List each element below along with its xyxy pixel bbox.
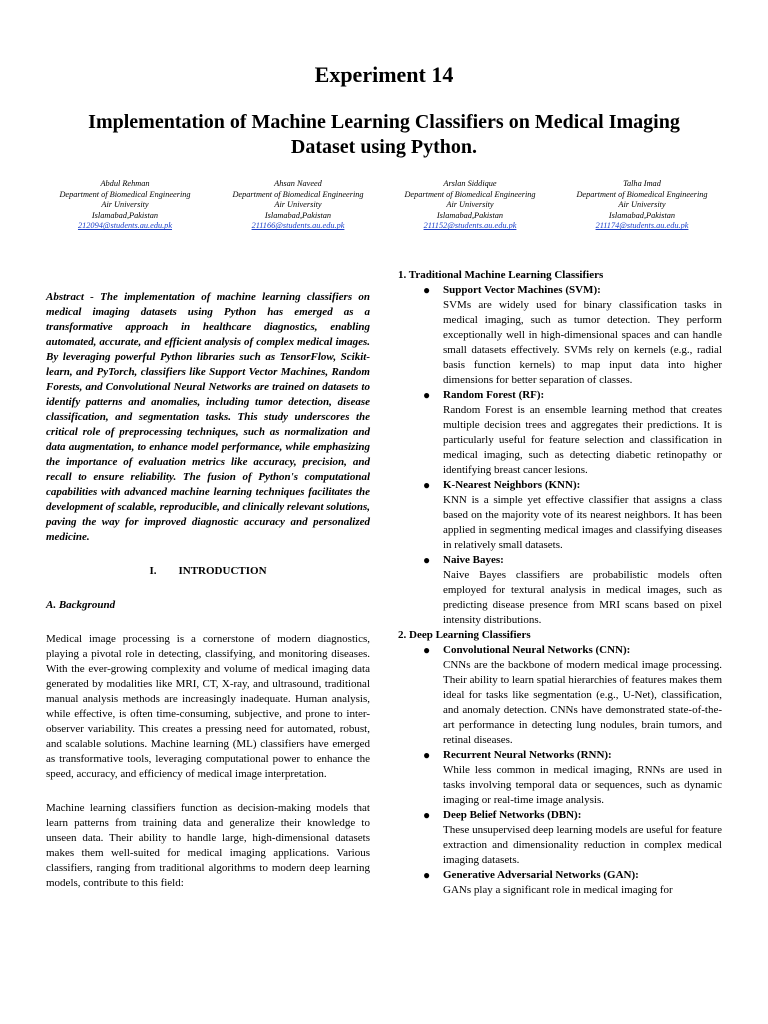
bullet-icon: ● <box>423 553 431 567</box>
item-name: K-Nearest Neighbors (KNN): <box>443 479 581 491</box>
list-item <box>398 748 722 808</box>
body-paragraph: Machine learning classifiers function as decision-making models that learn patterns from training data and generalize their knowledge to unseen data. Their ability to handle large, high-dimensional datasets makes them well-suited for medical imaging applications. Various classifiers, ranging from traditional algorithms to modern deep learning models, contribute to this field: <box>46 802 370 889</box>
subsection-heading: A. Background <box>46 599 116 611</box>
item-description: GANs play a significant role in medical imaging for <box>443 884 673 896</box>
author-block <box>40 179 210 232</box>
author-email-link[interactable]: 212094@students.au.edu.pk <box>77 221 173 231</box>
item-description: KNN is a simple yet effective classifier that assigns a class based on the majority vote of its nearest neighbors. It has been applied in segmenting medical images and classifying diseases in relatively small datasets. <box>443 494 722 551</box>
item-name: Generative Adversarial Networks (GAN): <box>443 869 639 881</box>
bullet-icon: ● <box>423 868 431 882</box>
author-email-link[interactable]: 211166@students.au.edu.pk <box>251 221 345 231</box>
item-name: Support Vector Machines (SVM): <box>443 284 601 296</box>
list-item <box>398 283 722 388</box>
bullet-icon: ● <box>423 388 431 402</box>
author-city: Islamabad,Pakistan <box>91 210 159 220</box>
author-name: Abdul Rehman <box>100 179 150 188</box>
author-block <box>213 179 383 232</box>
bullet-icon: ● <box>423 643 431 657</box>
abstract: Abstract - The implementation of machine learning classifiers on medical imaging datasets using Python has emerged as a transformative approach in healthcare diagnostics, enabling automated, accurate, and efficient analysis of complex medical images. By leveraging powerful Python libraries such as TensorFlow, Scikit-learn, and PyTorch, classifiers like Support Vector Machines, Random Forests, and Convolutional Neural Networks are trained on datasets to identify patterns and anomalies, including tumor detection, disease classification, and segmentation tasks. This study underscores the critical role of preprocessing techniques, such as normalization and data augmentation, to enhance model performance, while emphasizing the importance of evaluation metrics like accuracy, precision, and recall to ensure reliability. The fusion of Python's computational capabilities with advanced machine learning techniques facilitates the development of scalable, reproducible, and clinically relevant solutions, paving the way for improved diagnostic accuracy and personalized medicine. <box>46 291 370 543</box>
list-item <box>398 643 722 748</box>
author-block <box>557 179 727 232</box>
author-department: Department of Biomedical Engineering <box>404 189 536 199</box>
author-department: Department of Biomedical Engineering <box>232 189 364 199</box>
author-university: Air University <box>446 200 494 210</box>
section-title: INTRODUCTION <box>178 565 267 577</box>
section-heading <box>46 564 370 579</box>
traditional-classifier-list <box>398 283 722 628</box>
body-paragraph: Medical image processing is a cornerstone of modern diagnostics, playing a pivotal role in detecting, classifying, and monitoring diseases. With the ever-growing complexity and volume of medical imaging data generated by modalities like MRI, CT, X-ray, and ultrasound, traditional manual analysis methods are increasingly inadequate. Human analysis, while effective, is often time-consuming, subjective, and prone to inter-observer variability. This creates a pressing need for automated, robust, and scalable solutions. Machine learning (ML) classifiers have emerged as transformative tools, leveraging computational power to enhance the speed, accuracy, and efficiency of medical image interpretation. <box>46 633 370 780</box>
author-name: Ahsan Naveed <box>274 179 322 188</box>
author-city: Islamabad,Pakistan <box>436 210 504 220</box>
author-email-link[interactable]: 211152@students.au.edu.pk <box>423 221 517 231</box>
experiment-title: Experiment 14 <box>314 62 454 87</box>
author-university: Air University <box>618 200 666 210</box>
classifier-group-heading: 2. Deep Learning Classifiers <box>398 629 531 641</box>
bullet-icon: ● <box>423 478 431 492</box>
right-column <box>398 268 722 898</box>
item-description: Random Forest is an ensemble learning method that creates multiple decision trees and aggregates their predictions. It is particularly useful for feature selection and classification in medical imaging, such as detecting diabetic retinopathy or identifying breast cancer lesions. <box>443 404 722 476</box>
left-column <box>46 290 370 891</box>
section-number: I. <box>149 565 157 577</box>
item-description: CNNs are the backbone of modern medical image processing. Their ability to learn spatial hierarchies of features makes them ideal for tasks like segmentation (e.g., U-Net), classification, and anomaly detection. CNNs have demonstrated state-of-the-art performance in detecting lung nodules, brain tumors, and retinal diseases. <box>443 659 722 746</box>
author-department: Department of Biomedical Engineering <box>576 189 708 199</box>
item-description: SVMs are widely used for binary classification tasks in medical imaging, such as tumor detection. They perform exceptionally well in high-dimensional spaces and can handle small datasets effectively. SVMs rely on kernels (e.g., radial basis function kernels) to map input data into higher dimensions for better separation of classes. <box>443 299 722 386</box>
item-name: Convolutional Neural Networks (CNN): <box>443 644 631 656</box>
author-university: Air University <box>274 200 322 210</box>
list-item <box>398 478 722 553</box>
author-city: Islamabad,Pakistan <box>264 210 332 220</box>
list-item <box>398 553 722 628</box>
author-block <box>385 179 555 232</box>
item-description: Naive Bayes classifiers are probabilistic models often employed for textural analysis in medical images, such as predicting disease presence from MRI scans based on pixel intensity distributions. <box>443 569 722 626</box>
author-name: Talha Imad <box>623 179 661 188</box>
item-name: Recurrent Neural Networks (RNN): <box>443 749 612 761</box>
list-item <box>398 868 722 898</box>
classifier-group-heading: 1. Traditional Machine Learning Classifiers <box>398 269 604 281</box>
bullet-icon: ● <box>423 808 431 822</box>
author-university: Air University <box>101 200 149 210</box>
item-name: Random Forest (RF): <box>443 389 545 401</box>
list-item <box>398 388 722 478</box>
author-email-link[interactable]: 211174@students.au.edu.pk <box>595 221 689 231</box>
item-name: Deep Belief Networks (DBN): <box>443 809 582 821</box>
author-city: Islamabad,Pakistan <box>608 210 676 220</box>
list-item <box>398 808 722 868</box>
item-name: Naive Bayes: <box>443 554 504 566</box>
author-department: Department of Biomedical Engineering <box>59 189 191 199</box>
item-description: While less common in medical imaging, RNNs are used in tasks involving temporal data or sequences, such as dynamic imaging or real-time image analysis. <box>443 764 722 806</box>
bullet-icon: ● <box>423 283 431 297</box>
item-description: These unsupervised deep learning models are useful for feature extraction and dimensionality reduction in complex medical imaging datasets. <box>443 824 722 866</box>
paper-title: Implementation of Machine Learning Classifiers on Medical Imaging Dataset using Python. <box>88 111 680 158</box>
deep-learning-classifier-list <box>398 643 722 898</box>
bullet-icon: ● <box>423 748 431 762</box>
author-name: Arslan Siddique <box>443 179 497 188</box>
